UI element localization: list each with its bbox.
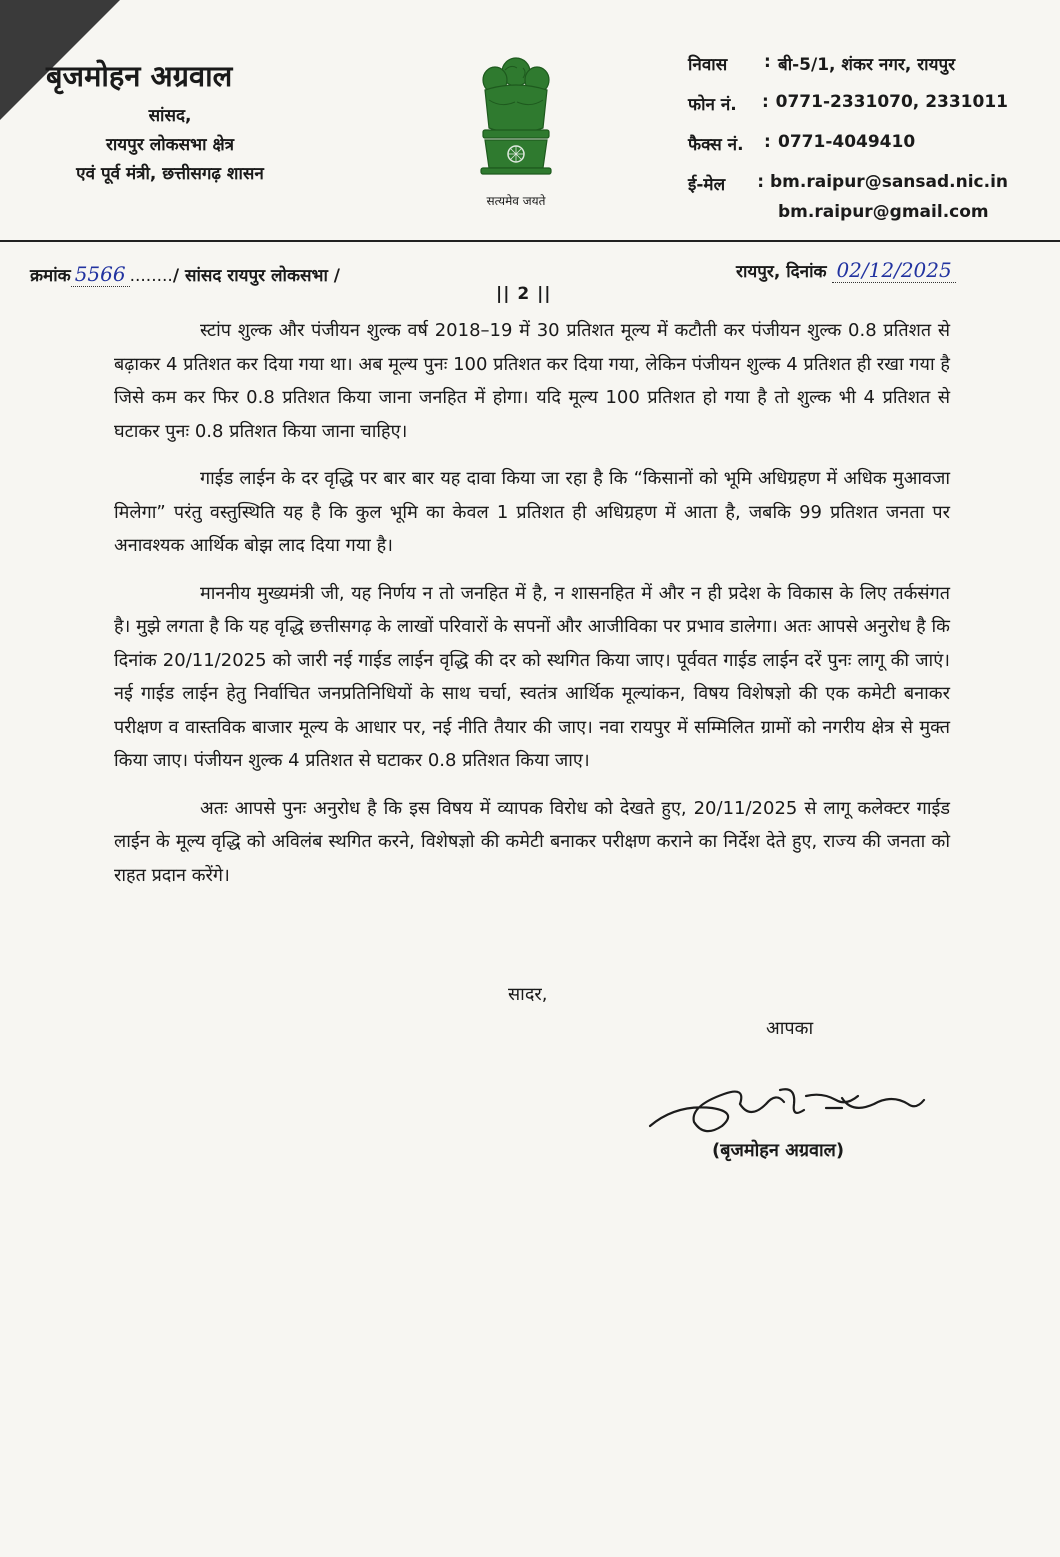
sender-designation-mp: सांसद,: [148, 106, 192, 126]
phone-label: फोन नं.: [688, 95, 737, 115]
email-value-primary: bm.raipur@sansad.nic.in: [770, 172, 1008, 192]
signature: [646, 1074, 936, 1148]
paragraph-request-to-cm: माननीय मुख्यमंत्री जी, यह निर्णय न तो जनहित में है, न शासनहित में और न ही प्रदेश के विकास के लिए तर्कसंगत है। मुझे लगता है कि यह वृद्धि छत्तीसगढ़ के लाखों परिवारों के सपनों और आजीविका पर प्रभाव डालेगा। अतः आपसे अनुरोध है कि दिनांक 20/11/2025 को जारी नई गाईड लाईन वृद्धि की दर को स्थगित किया जाए। पूर्ववत गाईड लाईन दरें पुनः लागू की जाएं। नई गाईड लाईन हेतु निर्वाचित जनप्रतिनिधियों के साथ चर्चा, स्वतंत्र आर्थिक मूल्यांकन, विषय विशेषज्ञो की एक कमेटी बनाकर परीक्षण व वास्तविक बाजार मूल्य के आधार पर, नई नीति तैयार की जाए। नवा रायपुर में सम्मिलित ग्रामों को नगरीय क्षेत्र से मुक्त किया जाए। पंजीयन शुल्क 4 प्रतिशत से घटाकर 0.8 प्रतिशत किया जाए।: [114, 582, 950, 771]
national-emblem: [466, 50, 566, 209]
fax-row: फैक्स नं. : 0771-4049410: [688, 132, 916, 155]
sender-former-minister: एवं पूर्व मंत्री, छत्तीसगढ़ शासन: [76, 164, 264, 184]
residence-label: निवास: [688, 55, 728, 75]
page-number: || 2 ||: [496, 284, 552, 304]
reference-label: क्रमांक: [30, 266, 71, 286]
lion-capital-icon: [471, 50, 561, 190]
email-value-secondary: bm.raipur@gmail.com: [778, 202, 989, 222]
paragraph-final-request: अतः आपसे पुनः अनुरोध है कि इस विषय में व्यापक विरोध को देखते हुए, 20/11/2025 से लागू कलेक्टर गाईड लाईन के मूल्य वृद्धि को अविलंब स्थगित करने, विशेषज्ञो की कमेटी बनाकर परीक्षण कराने का निर्देश देते हुए, राज्य की जनता को राहत प्रदान करेंगे।: [114, 797, 950, 886]
paragraph-guideline-claim: गाईड लाईन के दर वृद्धि पर बार बार यह दावा किया जा रहा है कि “किसानों को भूमि अधिग्रहण में अधिक मुआवजा मिलेगा” परंतु वस्तुस्थिति यह है कि कुल भूमि का केवल 1 प्रतिशत ही अधिग्रहण में आता है, जबकि 99 प्रतिशत जनता पर अनावश्यक आर्थिक बोझ लाद दिया गया है।: [114, 468, 950, 556]
closing-salutation: सादर,: [508, 984, 548, 1005]
fax-label: फैक्स नं.: [688, 135, 744, 155]
residence-row: निवास : बी-5/1, शंकर नगर, रायपुर: [688, 52, 956, 75]
contact-block: [688, 52, 1008, 238]
sender-block: [40, 56, 300, 190]
signature-icon: [646, 1074, 936, 1144]
sender-name: बृजमोहन अग्रवाल: [46, 59, 233, 93]
date-value-handwritten: 02/12/2025: [832, 258, 955, 283]
reference-suffix: / सांसद रायपुर लोकसभा /: [172, 266, 340, 286]
reference-number-handwritten: 5566: [71, 262, 130, 287]
letter-date: [736, 258, 956, 282]
letter-body: [114, 314, 950, 906]
email-row: ई-मेल : bm.raipur@sansad.nic.in: [688, 172, 1008, 195]
phone-row: फोन नं. : 0771-2331070, 2331011: [688, 92, 1008, 115]
sender-constituency: रायपुर लोकसभा क्षेत्र: [105, 135, 235, 155]
letterhead-divider: [0, 240, 1060, 242]
emblem-motto: सत्यमेव जयते: [486, 194, 546, 208]
email-label: ई-मेल: [688, 175, 726, 195]
closing-yours: आपका: [766, 1018, 814, 1039]
reference-number: क्रमांक 5566 ......../ सांसद रायपुर लोकसभा /: [30, 262, 340, 286]
paragraph-stamp-duty: स्टांप शुल्क और पंजीयन शुल्क वर्ष 2018–19 में 30 प्रतिशत मूल्य में कटौती कर पंजीयन शुल्क 0.8 प्रतिशत से बढ़ाकर 4 प्रतिशत कर दिया गया था। अब मूल्य पुनः 100 प्रतिशत कर दिया गया, लेकिन पंजीयन शुल्क 4 प्रतिशत ही रखा गया है जिसे कम कर फिर 0.8 प्रतिशत किया जाना जनहित में होगा। यदि मूल्य 100 प्रतिशत हो गया है तो शुल्क भी 4 प्रतिशत से घटाकर पुनः 0.8 प्रतिशत किया जाना चाहिए।: [114, 320, 950, 442]
date-label: रायपुर, दिनांक: [736, 262, 827, 282]
phone-value: 0771-2331070, 2331011: [775, 92, 1008, 112]
fax-value: 0771-4049410: [778, 132, 916, 152]
signatory-name: (बृजमोहन अग्रवाल): [712, 1140, 845, 1161]
residence-value: बी-5/1, शंकर नगर, रायपुर: [778, 55, 956, 75]
